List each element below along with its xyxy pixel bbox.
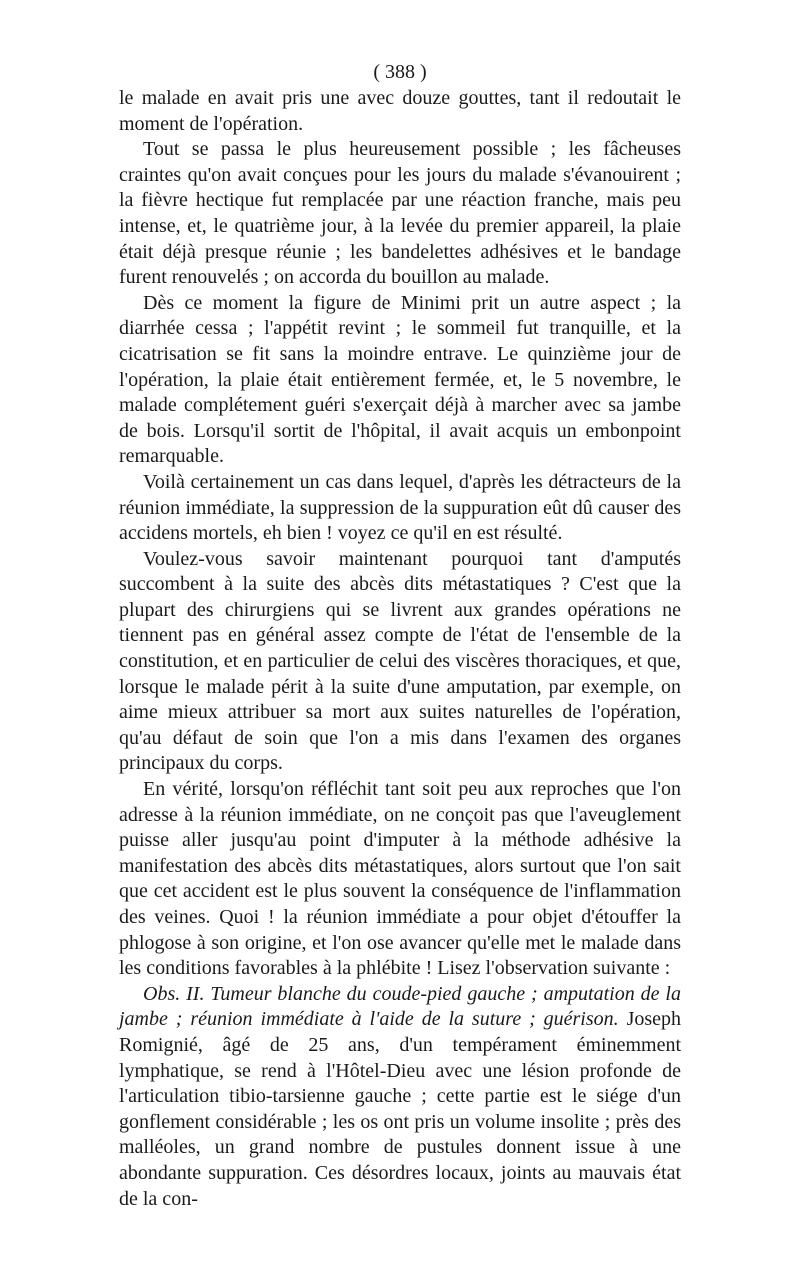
paragraph: Dès ce moment la figure de Minimi prit un autre aspect ; la diarrhée cessa ; l'appétit revint ; le sommeil fut tranquille, et la cicatrisation se fit sans la moindre entrave. Le quinzième jour de l'opération, la plaie était entièrement fermée, et, le 5 novembre, le malade complétement guéri s'exerçait déjà à marcher avec sa jambe de bois. Lorsqu'il sortit de l'hôpital, il avait acquis un embonpoint remarquable.	[119, 291, 681, 468]
observation-text: Joseph Romignié, âgé de 25 ans, d'un tempérament éminemment lymphatique, se rend à l'Hôtel-Dieu avec une lésion profonde de l'articulation tibio-tarsienne gauche ; cette partie est le siége d'un gonflement considérable ; les os ont pris un volume insolite ; près des malléoles, un grand nombre de pustules donnent issue à une abondante suppuration. Ces désordres locaux, joints au mauvais état de la con-	[119, 1008, 682, 1210]
page-number: ( 388 )	[373, 61, 427, 83]
observation-paragraph	[119, 982, 681, 1212]
paragraph: En vérité, lorsqu'on réfléchit tant soit peu aux reproches que l'on adresse à la réunion immédiate, on ne conçoit pas que l'aveuglement puisse aller jusqu'au point d'imputer à la méthode adhésive la manifestation des abcès dits métastatiques, alors surtout que l'on sait que cet accident est le plus souvent la conséquence de l'inflammation des veines. Quoi ! la réunion immédiate a pour objet d'étouffer la phlogose à son origine, et l'on ose avancer qu'elle met le malade dans les conditions favorables à la phlébite ! Lisez l'observation suivante :	[119, 778, 681, 980]
paragraph: Voilà certainement un cas dans lequel, d'après les détracteurs de la réunion immédiate, la suppression de la suppuration eût dû causer des accidens mortels, eh bien ! voyez ce qu'il en est résulté.	[119, 470, 681, 545]
observation-heading: Obs. II. Tumeur blanche du coude-pied gauche ; amputation de la jambe ; réunion immédiate à l'aide de la suture ; guérison.	[119, 982, 681, 1031]
paragraph: Tout se passa le plus heureusement possible ; les fâcheuses craintes qu'on avait conçues pour les jours du malade s'évanouirent ; la fièvre hectique fut remplacée par une réaction franche, mais peu intense, et, le quatrième jour, à la levée du premier appareil, la plaie était déjà presque réunie ; les bandelettes adhésives et le bandage furent renouvelés ; on accorda du bouillon au malade.	[119, 138, 681, 289]
paragraph: le malade en avait pris une avec douze gouttes, tant il redoutait le moment de l'opération.	[119, 87, 681, 135]
body-text	[119, 86, 681, 1212]
paragraph: Voulez-vous savoir maintenant pourquoi tant d'amputés succombent à la suite des abcès dits métastatiques ? C'est que la plupart des chirurgiens qui se livrent aux grandes opérations ne tiennent pas en général assez compte de l'état de l'ensemble de la constitution, et en particulier de celui des viscères thoraciques, et que, lorsque le malade périt à la suite d'une amputation, par exemple, on aime mieux attribuer sa mort aux suites naturelles de l'opération, qu'au défaut de soin que l'on a mis dans l'examen des organes principaux du corps.	[119, 547, 681, 775]
